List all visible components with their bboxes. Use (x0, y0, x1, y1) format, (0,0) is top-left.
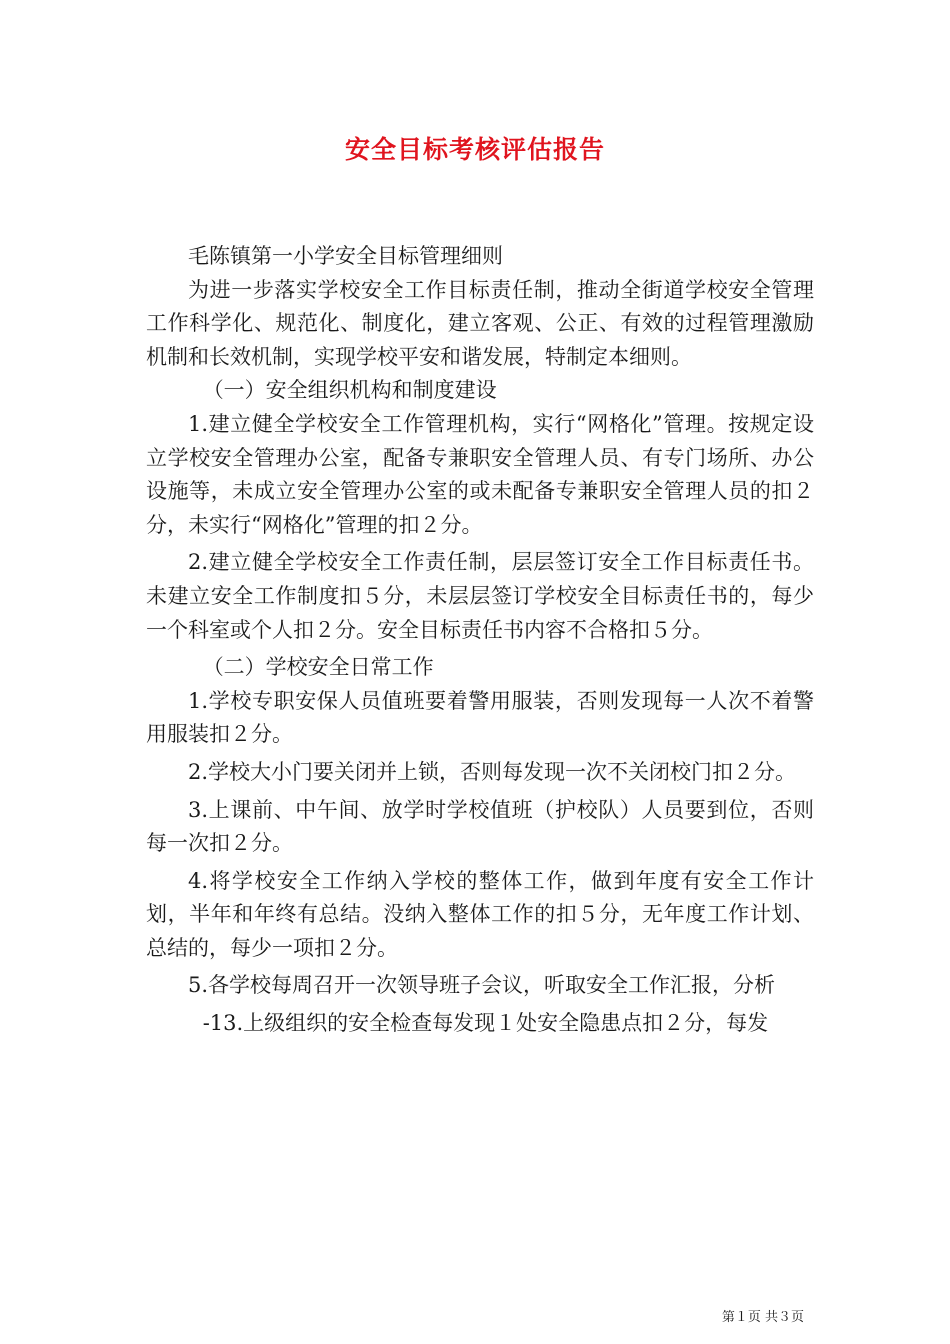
body-paragraph: 1.建立健全学校安全工作管理机构，实行“网格化”管理。按规定设立学校安全管理办公室，配备专兼职安全管理人员、有专门场所、办公设施等，未成立安全管理办公室的或未配备专兼职安全管理人员的扣２分，未实行“网格化”管理的扣２分。 (146, 411, 814, 537)
body-paragraph: 5.各学校每周召开一次领导班子会议，听取安全工作汇报，分析 (188, 973, 776, 998)
subtitle-paragraph: 毛陈镇第一小学安全目标管理细则 (188, 244, 503, 268)
body-paragraph: 2.学校大小门要关闭并上锁，否则每发现一次不关闭校门扣２分。 (188, 759, 797, 784)
body-paragraph: 4.将学校安全工作纳入学校的整体工作，做到年度有安全工作计划，半年和年终有总结。没纳入整体工作的扣５分，无年度工作计划、总结的，每少一项扣２分。 (146, 868, 814, 960)
page-number-footer: 第１页 共３页 (721, 1310, 804, 1325)
section-heading: （一）安全组织机构和制度建设 (202, 378, 497, 403)
body-paragraph: 1.学校专职安保人员值班要着警用服装，否则发现每一人次不着警用服装扣２分。 (146, 688, 814, 747)
body-paragraph: 3.上课前、中午间、放学时学校值班（护校队）人员要到位，否则每一次扣２分。 (146, 797, 814, 856)
document-title: 安全目标考核评估报告 (344, 135, 605, 164)
body-paragraph: 2.建立健全学校安全工作责任制，层层签订安全工作目标责任书。未建立安全工作制度扣５分，未层层签订学校安全目标责任书的，每少一个科室或个人扣２分。安全目标责任书内容不合格扣５分。 (146, 550, 814, 642)
section-heading: （二）学校安全日常工作 (202, 655, 434, 680)
document-body (146, 240, 814, 1041)
body-paragraph: -13.上级组织的安全检查每发现１处安全隐患点扣２分，每发 (202, 1011, 769, 1036)
intro-paragraph: 为进一步落实学校安全工作目标责任制，推动全街道学校安全管理工作科学化、规范化、制度化，建立客观、公正、有效的过程管理激励机制和长效机制，实现学校平安和谐发展，特制定本细则。 (146, 277, 814, 369)
